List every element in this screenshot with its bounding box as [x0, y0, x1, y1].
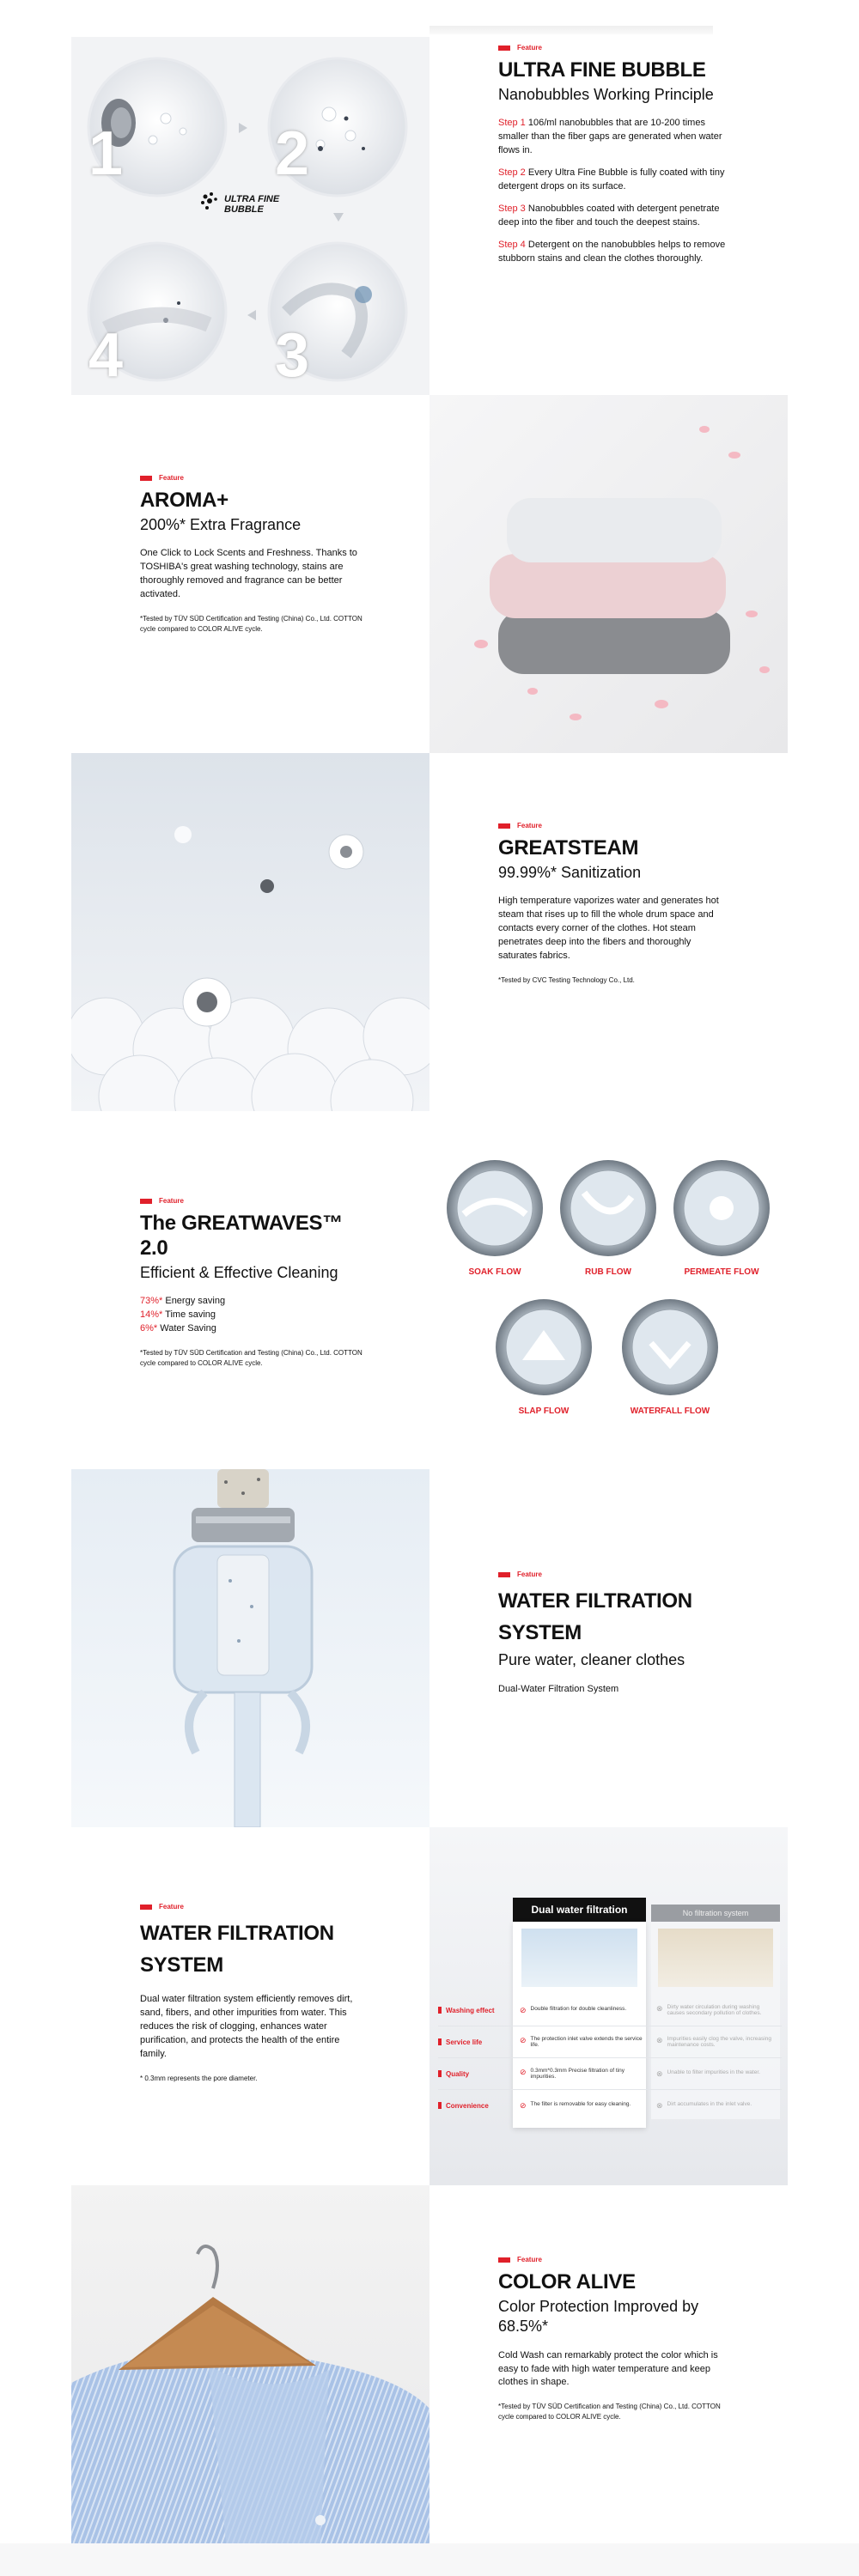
steam-title: GREATSTEAM	[498, 836, 639, 860]
comparison-row	[438, 2058, 782, 2090]
filter-art	[71, 1469, 430, 1827]
col-header-none: No filtration system	[651, 1905, 780, 1922]
tag-label: Feature	[517, 822, 542, 829]
stat-water	[140, 1322, 363, 1336]
feature-tag	[140, 474, 363, 482]
flows-drums-art	[430, 1111, 788, 1469]
row-dual-cell	[515, 2036, 644, 2048]
top-strip	[430, 26, 713, 34]
shirt-image	[71, 2185, 430, 2543]
row-label-text: Quality	[446, 2069, 470, 2078]
filter-image	[71, 1469, 430, 1827]
col-header-dual: Dual water filtration	[513, 1898, 646, 1922]
tag-bar	[498, 2257, 510, 2263]
filter1-text	[498, 1571, 722, 1697]
cross-icon: ⊗	[656, 2100, 663, 2110]
dual-text: The protection inlet valve extends the service life.	[530, 2036, 643, 2048]
color-body: Cold Wash can remarkably protect the color which is easy to fade with high water temperature and keep clothes in shape.	[498, 2349, 718, 2388]
feature-tag	[498, 44, 734, 52]
steam-subtitle: 99.99%* Sanitization	[498, 863, 642, 881]
tag-bar	[498, 1572, 510, 1577]
filter2-title: WATER FILTRATION SYSTEM	[140, 1922, 334, 1978]
stat-value: 73%*	[140, 1295, 163, 1306]
row-label	[438, 2007, 515, 2014]
stat-energy	[140, 1295, 363, 1309]
section-greatwaves	[71, 1111, 788, 1469]
color-note: *Tested by TÜV SÜD Certification and Testing (China) Co., Ltd. COTTON cycle compared to COLOR ALIVE cycle.	[498, 2403, 721, 2421]
filter1-body: Dual-Water Filtration System	[498, 1683, 619, 1694]
check-icon: ⊘	[520, 2068, 527, 2076]
flow-label-waterfall: WATERFALL FLOW	[630, 1406, 710, 1416]
steam-image	[71, 753, 430, 1111]
waves-stats	[140, 1295, 363, 1336]
tag-bar	[140, 1199, 152, 1204]
section-ultra-fine-bubble	[71, 37, 788, 395]
step-number-2: 2	[275, 119, 310, 188]
color-text-panel	[430, 2185, 788, 2543]
aroma-note: *Tested by TÜV SÜD Certification and Testing (China) Co., Ltd. COTTON cycle compared to COLOR ALIVE cycle.	[140, 614, 362, 633]
steam-body: High temperature vaporizes water and generates hot steam that rises up to fill the whole drum space and contacts every corner of the clothes. Hot steam penetrates deep into the fibers and thoroughly saturates fabrics.	[498, 896, 719, 961]
ufb-text-panel	[430, 37, 788, 395]
aroma-body: One Click to Lock Scents and Freshness. Thanks to TOSHIBA's great washing technology, stains are thoroughly removed and fragrance can be better activated.	[140, 548, 357, 599]
row-label-text: Washing effect	[446, 2006, 495, 2014]
drum-permeate	[673, 1160, 770, 1256]
step-number-4: 4	[88, 321, 124, 390]
section-water-filtration-1	[71, 1469, 788, 1827]
dual-photo	[521, 1929, 637, 1987]
waves-flows-panel	[430, 1111, 788, 1469]
comparison-rows	[438, 1995, 782, 2121]
section-color-alive	[71, 2185, 788, 2543]
drum-rub	[560, 1160, 656, 1256]
steam-text-panel	[430, 753, 788, 1111]
feature-tag	[498, 1571, 722, 1578]
filter2-text-panel	[71, 1827, 430, 2185]
check-icon: ⊘	[520, 2005, 527, 2014]
drum-slap	[496, 1299, 592, 1395]
ufb-step-1	[498, 117, 734, 158]
step-label: Step 1	[498, 118, 526, 129]
filter1-title: WATER FILTRATION SYSTEM	[498, 1589, 692, 1645]
filter2-text	[140, 1903, 355, 2084]
row-none-cell	[644, 2101, 773, 2111]
row-dual-cell	[515, 2101, 644, 2111]
tag-label: Feature	[517, 2256, 542, 2263]
color-subtitle: Color Protection Improved by 68.5%*	[498, 2297, 699, 2336]
row-marker	[438, 2070, 442, 2077]
tag-label: Feature	[159, 1903, 184, 1911]
tag-label: Feature	[517, 1571, 542, 1578]
filter2-note: * 0.3mm represents the pore diameter.	[140, 2075, 258, 2083]
check-icon: ⊘	[520, 2100, 527, 2110]
steam-text	[498, 822, 722, 986]
aroma-text	[140, 474, 363, 635]
dual-text: 0.3mm*0.3mm Precise filtration of tiny impurities.	[530, 2068, 624, 2080]
section-aroma	[71, 395, 788, 753]
none-text: Dirt accumulates in the inlet valve.	[667, 2100, 752, 2107]
comparison-row	[438, 2090, 782, 2121]
step-number-3: 3	[275, 321, 310, 390]
tag-bar	[498, 823, 510, 829]
towels-art	[430, 395, 788, 753]
dual-text: Double filtration for double cleanliness.	[530, 2005, 627, 2012]
row-label	[438, 2070, 515, 2078]
flow-label-rub: RUB FLOW	[585, 1267, 631, 1277]
tag-label: Feature	[159, 1197, 184, 1205]
ufb-step-2	[498, 167, 734, 194]
steam-note: *Tested by CVC Testing Technology Co., Ltd.	[498, 975, 635, 984]
waves-text	[140, 1197, 363, 1369]
stat-value: 14%*	[140, 1309, 163, 1320]
flow-label-permeate: PERMEATE FLOW	[684, 1267, 759, 1277]
flow-label-slap: SLAP FLOW	[518, 1406, 570, 1416]
ufb-step-3	[498, 203, 734, 230]
stat-time	[140, 1309, 363, 1322]
filter2-body: Dual water filtration system efficiently removes dirt, sand, fibers, and other impurities from water. This reduces the risk of clogging, enhances water purification, and protects the health of the entire family.	[140, 1994, 353, 2060]
waves-text-panel	[71, 1111, 430, 1469]
aroma-text-panel	[71, 395, 430, 753]
color-text	[498, 2256, 734, 2422]
bottom-strip	[0, 2543, 859, 2576]
ufb-diagram	[71, 37, 430, 395]
aroma-towels-image	[430, 395, 788, 753]
aroma-subtitle: 200%* Extra Fragrance	[140, 515, 302, 533]
tag-label: Feature	[517, 44, 542, 52]
check-icon: ⊘	[520, 2036, 527, 2044]
row-label	[438, 2038, 515, 2046]
comparison-row	[438, 2026, 782, 2058]
comparison-table-panel	[430, 1827, 788, 2185]
aroma-title: AROMA+	[140, 489, 228, 512]
row-dual-cell	[515, 2068, 644, 2080]
step-number-1: 1	[88, 119, 124, 188]
ufb-steps	[498, 117, 734, 265]
row-label-text: Convenience	[446, 2101, 489, 2110]
drum-soak	[447, 1160, 543, 1256]
stat-label: Water Saving	[157, 1322, 216, 1334]
tag-bar	[498, 46, 510, 51]
none-text: Unable to filter impurities in the water.	[667, 2069, 760, 2075]
drum-waterfall	[622, 1299, 718, 1395]
feature-tag	[498, 2256, 734, 2263]
stat-label: Time saving	[162, 1309, 216, 1320]
row-dual-cell	[515, 2006, 644, 2015]
cross-icon: ⊗	[656, 2036, 663, 2044]
step-label: Step 3	[498, 203, 526, 214]
none-text: Dirty water circulation during washing causes secondary pollution of clothes.	[667, 2004, 762, 2016]
row-label-text: Service life	[446, 2038, 483, 2046]
row-marker	[438, 2038, 442, 2045]
waves-note: *Tested by TÜV SÜD Certification and Testing (China) Co., Ltd. COTTON cycle compared to COLOR ALIVE cycle.	[140, 1348, 362, 1367]
steam-art	[71, 753, 430, 1111]
filter1-text-panel	[430, 1469, 788, 1827]
waves-title: The GREATWAVES™ 2.0	[140, 1212, 343, 1260]
section-greatsteam	[71, 753, 788, 1111]
ufb-text	[498, 44, 734, 275]
step-text: Detergent on the nanobubbles helps to remove stubborn stains and clean the clothes thoroughly.	[498, 239, 726, 264]
step-text: 106/ml nanobubbles that are 10-200 times smaller than the fiber gaps are generated when water flows in.	[498, 118, 722, 156]
tag-label: Feature	[159, 474, 184, 482]
ufb-step-4	[498, 239, 734, 266]
waves-subtitle: Efficient & Effective Cleaning	[140, 1263, 338, 1281]
section-water-filtration-2	[71, 1827, 788, 2185]
ufb-logo-text: ULTRA FINE BUBBLE	[224, 194, 280, 216]
tag-bar	[140, 476, 152, 481]
feature-tag	[140, 1197, 363, 1205]
row-none-cell	[644, 2036, 773, 2048]
row-marker	[438, 2102, 442, 2109]
step-label: Step 4	[498, 239, 526, 250]
stat-label: Energy saving	[162, 1295, 226, 1306]
step-text: Every Ultra Fine Bubble is fully coated with tiny detergent drops on its surface.	[498, 167, 725, 191]
ufb-subtitle: Nanobubbles Working Principle	[498, 85, 714, 103]
feature-tag	[498, 822, 722, 829]
ufb-title: ULTRA FINE BUBBLE	[498, 58, 706, 82]
row-none-cell	[644, 2069, 773, 2079]
shirt-art	[71, 2185, 430, 2543]
flow-label-soak: SOAK FLOW	[468, 1267, 521, 1277]
cross-icon: ⊗	[656, 2004, 663, 2013]
row-marker	[438, 2007, 442, 2014]
none-text: Impurities easily clog the valve, increasing maintenance costs.	[667, 2036, 771, 2048]
feature-tag	[140, 1903, 355, 1911]
cross-icon: ⊗	[656, 2069, 663, 2078]
step-text: Nanobubbles coated with detergent penetrate deep into the fiber and touch the deepest stains.	[498, 203, 720, 228]
filter1-subtitle: Pure water, cleaner clothes	[498, 1651, 685, 1669]
none-photo	[658, 1929, 773, 1987]
tag-bar	[140, 1905, 152, 1910]
stat-value: 6%*	[140, 1322, 158, 1334]
step-label: Step 2	[498, 167, 526, 178]
ufb-diagram-art	[71, 37, 430, 395]
color-title: COLOR ALIVE	[498, 2270, 636, 2293]
row-label	[438, 2102, 515, 2110]
comparison-row	[438, 1995, 782, 2026]
row-none-cell	[644, 2004, 773, 2016]
dual-text: The filter is removable for easy cleaning.	[530, 2100, 631, 2107]
